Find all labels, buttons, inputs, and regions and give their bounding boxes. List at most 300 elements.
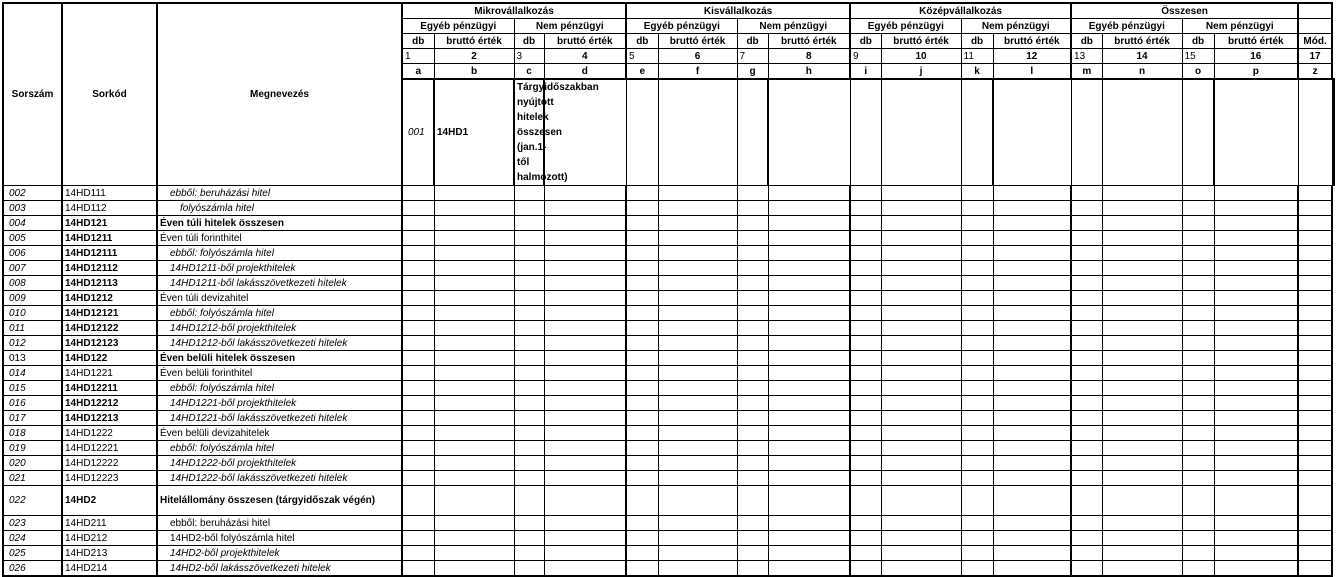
data-cell[interactable]	[1071, 486, 1102, 516]
data-cell[interactable]	[658, 381, 737, 396]
data-cell[interactable]	[544, 561, 626, 577]
data-cell[interactable]	[1214, 246, 1298, 261]
data-cell[interactable]	[402, 231, 434, 246]
data-cell[interactable]	[1298, 186, 1332, 201]
data-cell[interactable]	[1214, 546, 1298, 561]
data-cell[interactable]	[402, 201, 434, 216]
data-cell[interactable]	[737, 276, 768, 291]
data-cell[interactable]	[768, 321, 850, 336]
data-cell[interactable]	[1298, 411, 1332, 426]
data-cell[interactable]	[737, 396, 768, 411]
data-cell[interactable]	[658, 79, 737, 186]
data-cell[interactable]	[402, 261, 434, 276]
data-cell[interactable]	[626, 531, 658, 546]
data-cell[interactable]	[881, 231, 961, 246]
data-cell[interactable]	[626, 546, 658, 561]
data-cell[interactable]	[626, 186, 658, 201]
data-cell[interactable]	[1102, 411, 1182, 426]
data-cell[interactable]	[881, 246, 961, 261]
data-cell[interactable]	[1182, 531, 1214, 546]
data-cell[interactable]	[544, 441, 626, 456]
data-cell[interactable]	[1071, 471, 1102, 486]
data-cell[interactable]	[1214, 531, 1298, 546]
data-cell[interactable]	[1182, 351, 1214, 366]
data-cell[interactable]	[544, 381, 626, 396]
data-cell[interactable]	[402, 246, 434, 261]
data-cell[interactable]	[1214, 426, 1298, 441]
data-cell[interactable]	[544, 216, 626, 231]
data-cell[interactable]	[658, 486, 737, 516]
data-cell[interactable]	[658, 366, 737, 381]
data-cell[interactable]	[1102, 516, 1182, 531]
data-cell[interactable]	[1071, 546, 1102, 561]
data-cell[interactable]	[850, 231, 881, 246]
data-cell[interactable]	[850, 441, 881, 456]
data-cell[interactable]	[402, 426, 434, 441]
data-cell[interactable]	[1298, 216, 1332, 231]
data-cell[interactable]	[1102, 366, 1182, 381]
data-cell[interactable]	[544, 426, 626, 441]
data-cell[interactable]	[850, 516, 881, 531]
data-cell[interactable]	[1071, 561, 1102, 577]
data-cell[interactable]	[768, 561, 850, 577]
data-cell[interactable]	[1182, 411, 1214, 426]
data-cell[interactable]	[434, 531, 514, 546]
data-cell[interactable]	[993, 231, 1071, 246]
data-cell[interactable]	[737, 291, 768, 306]
data-cell[interactable]	[1071, 456, 1102, 471]
data-cell[interactable]	[402, 411, 434, 426]
data-cell[interactable]	[626, 276, 658, 291]
data-cell[interactable]	[1071, 336, 1102, 351]
data-cell[interactable]	[514, 381, 544, 396]
data-cell[interactable]	[961, 456, 993, 471]
data-cell[interactable]	[737, 411, 768, 426]
data-cell[interactable]	[881, 201, 961, 216]
data-cell[interactable]	[850, 561, 881, 577]
data-cell[interactable]	[544, 516, 626, 531]
data-cell[interactable]	[402, 456, 434, 471]
data-cell[interactable]	[1298, 486, 1332, 516]
data-cell[interactable]	[626, 426, 658, 441]
data-cell[interactable]	[514, 336, 544, 351]
data-cell[interactable]	[768, 411, 850, 426]
data-cell[interactable]	[434, 516, 514, 531]
data-cell[interactable]	[850, 471, 881, 486]
data-cell[interactable]	[737, 231, 768, 246]
data-cell[interactable]	[1102, 291, 1182, 306]
data-cell[interactable]	[961, 261, 993, 276]
data-cell[interactable]	[1298, 396, 1332, 411]
data-cell[interactable]	[544, 276, 626, 291]
data-cell[interactable]	[850, 79, 881, 186]
data-cell[interactable]	[1071, 441, 1102, 456]
data-cell[interactable]	[850, 306, 881, 321]
data-cell[interactable]	[768, 456, 850, 471]
data-cell[interactable]	[1071, 396, 1102, 411]
data-cell[interactable]	[737, 351, 768, 366]
data-cell[interactable]	[514, 396, 544, 411]
data-cell[interactable]	[1071, 291, 1102, 306]
data-cell[interactable]	[626, 231, 658, 246]
data-cell[interactable]	[993, 186, 1071, 201]
data-cell[interactable]	[514, 411, 544, 426]
data-cell[interactable]	[850, 351, 881, 366]
data-cell[interactable]	[1182, 546, 1214, 561]
data-cell[interactable]	[768, 231, 850, 246]
data-cell[interactable]	[1102, 321, 1182, 336]
data-cell[interactable]	[1214, 276, 1298, 291]
data-cell[interactable]	[1102, 351, 1182, 366]
data-cell[interactable]	[737, 471, 768, 486]
data-cell[interactable]	[881, 351, 961, 366]
data-cell[interactable]	[544, 366, 626, 381]
data-cell[interactable]	[737, 261, 768, 276]
data-cell[interactable]	[961, 531, 993, 546]
data-cell[interactable]	[850, 261, 881, 276]
data-cell[interactable]	[514, 246, 544, 261]
data-cell[interactable]	[1102, 396, 1182, 411]
data-cell[interactable]	[626, 516, 658, 531]
data-cell[interactable]	[514, 351, 544, 366]
data-cell[interactable]	[881, 216, 961, 231]
data-cell[interactable]	[658, 531, 737, 546]
data-cell[interactable]	[1214, 396, 1298, 411]
data-cell[interactable]	[1071, 516, 1102, 531]
data-cell[interactable]	[850, 381, 881, 396]
data-cell[interactable]	[850, 411, 881, 426]
data-cell[interactable]	[514, 456, 544, 471]
data-cell[interactable]	[658, 396, 737, 411]
data-cell[interactable]	[961, 306, 993, 321]
data-cell[interactable]	[544, 486, 626, 516]
data-cell[interactable]	[514, 441, 544, 456]
data-cell[interactable]	[1102, 486, 1182, 516]
data-cell[interactable]	[1182, 276, 1214, 291]
data-cell[interactable]	[434, 186, 514, 201]
data-cell[interactable]	[768, 216, 850, 231]
data-cell[interactable]	[544, 546, 626, 561]
data-cell[interactable]	[961, 291, 993, 306]
data-cell[interactable]	[434, 231, 514, 246]
data-cell[interactable]	[881, 471, 961, 486]
data-cell[interactable]	[1182, 456, 1214, 471]
data-cell[interactable]	[514, 261, 544, 276]
data-cell[interactable]	[514, 471, 544, 486]
data-cell[interactable]	[850, 531, 881, 546]
data-cell[interactable]	[1214, 79, 1298, 186]
data-cell[interactable]	[434, 411, 514, 426]
data-cell[interactable]	[1071, 261, 1102, 276]
data-cell[interactable]	[626, 456, 658, 471]
data-cell[interactable]	[1102, 276, 1182, 291]
data-cell[interactable]	[514, 366, 544, 381]
data-cell[interactable]	[1298, 381, 1332, 396]
data-cell[interactable]	[1298, 246, 1332, 261]
data-cell[interactable]	[658, 231, 737, 246]
data-cell[interactable]	[993, 381, 1071, 396]
data-cell[interactable]	[1298, 321, 1332, 336]
data-cell[interactable]	[434, 351, 514, 366]
data-cell[interactable]	[993, 486, 1071, 516]
data-cell[interactable]	[1102, 441, 1182, 456]
data-cell[interactable]	[881, 366, 961, 381]
data-cell[interactable]	[402, 291, 434, 306]
data-cell[interactable]	[993, 246, 1071, 261]
data-cell[interactable]	[1182, 291, 1214, 306]
data-cell[interactable]	[961, 216, 993, 231]
data-cell[interactable]	[850, 321, 881, 336]
data-cell[interactable]	[737, 381, 768, 396]
data-cell[interactable]	[881, 276, 961, 291]
data-cell[interactable]	[993, 471, 1071, 486]
data-cell[interactable]	[514, 201, 544, 216]
data-cell[interactable]	[434, 546, 514, 561]
data-cell[interactable]	[768, 201, 850, 216]
data-cell[interactable]	[993, 321, 1071, 336]
data-cell[interactable]	[737, 366, 768, 381]
data-cell[interactable]	[626, 321, 658, 336]
data-cell[interactable]	[881, 79, 961, 186]
data-cell[interactable]	[402, 186, 434, 201]
data-cell[interactable]	[402, 276, 434, 291]
data-cell[interactable]	[850, 336, 881, 351]
data-cell[interactable]	[1102, 471, 1182, 486]
data-cell[interactable]	[544, 321, 626, 336]
data-cell[interactable]	[658, 306, 737, 321]
data-cell[interactable]	[1102, 231, 1182, 246]
data-cell[interactable]	[737, 321, 768, 336]
data-cell[interactable]	[544, 231, 626, 246]
data-cell[interactable]	[1182, 561, 1214, 577]
data-cell[interactable]	[850, 201, 881, 216]
data-cell[interactable]	[850, 426, 881, 441]
data-cell[interactable]	[1182, 186, 1214, 201]
data-cell[interactable]	[434, 216, 514, 231]
data-cell[interactable]	[850, 486, 881, 516]
data-cell[interactable]	[514, 216, 544, 231]
data-cell[interactable]	[434, 381, 514, 396]
data-cell[interactable]	[658, 246, 737, 261]
data-cell[interactable]	[658, 276, 737, 291]
data-cell[interactable]	[1182, 246, 1214, 261]
data-cell[interactable]	[993, 411, 1071, 426]
data-cell[interactable]	[768, 366, 850, 381]
data-cell[interactable]	[993, 276, 1071, 291]
data-cell[interactable]	[1071, 201, 1102, 216]
data-cell[interactable]	[768, 351, 850, 366]
data-cell[interactable]	[434, 471, 514, 486]
data-cell[interactable]	[626, 441, 658, 456]
data-cell[interactable]	[768, 486, 850, 516]
data-cell[interactable]	[881, 306, 961, 321]
data-cell[interactable]	[1071, 246, 1102, 261]
data-cell[interactable]	[768, 336, 850, 351]
data-cell[interactable]	[1102, 261, 1182, 276]
data-cell[interactable]	[1182, 201, 1214, 216]
data-cell[interactable]	[544, 471, 626, 486]
data-cell[interactable]	[1298, 231, 1332, 246]
data-cell[interactable]	[1071, 381, 1102, 396]
data-cell[interactable]	[626, 351, 658, 366]
data-cell[interactable]	[658, 561, 737, 577]
data-cell[interactable]	[658, 336, 737, 351]
data-cell[interactable]	[514, 231, 544, 246]
data-cell[interactable]	[1102, 201, 1182, 216]
data-cell[interactable]	[402, 366, 434, 381]
data-cell[interactable]	[881, 186, 961, 201]
data-cell[interactable]	[768, 546, 850, 561]
data-cell[interactable]	[626, 306, 658, 321]
data-cell[interactable]	[434, 336, 514, 351]
data-cell[interactable]	[626, 336, 658, 351]
data-cell[interactable]	[1182, 231, 1214, 246]
data-cell[interactable]	[658, 471, 737, 486]
data-cell[interactable]	[434, 276, 514, 291]
data-cell[interactable]	[737, 546, 768, 561]
data-cell[interactable]	[737, 79, 768, 186]
data-cell[interactable]	[993, 261, 1071, 276]
data-cell[interactable]	[1182, 366, 1214, 381]
data-cell[interactable]	[850, 246, 881, 261]
data-cell[interactable]	[1214, 201, 1298, 216]
data-cell[interactable]	[402, 396, 434, 411]
data-cell[interactable]	[881, 531, 961, 546]
data-cell[interactable]	[626, 381, 658, 396]
data-cell[interactable]	[1071, 351, 1102, 366]
data-cell[interactable]	[544, 411, 626, 426]
data-cell[interactable]	[434, 456, 514, 471]
data-cell[interactable]	[434, 261, 514, 276]
data-cell[interactable]	[514, 426, 544, 441]
data-cell[interactable]	[737, 306, 768, 321]
data-cell[interactable]	[993, 291, 1071, 306]
data-cell[interactable]	[1102, 426, 1182, 441]
data-cell[interactable]	[1214, 456, 1298, 471]
data-cell[interactable]	[881, 561, 961, 577]
data-cell[interactable]	[434, 246, 514, 261]
data-cell[interactable]	[850, 186, 881, 201]
data-cell[interactable]	[434, 441, 514, 456]
data-cell[interactable]	[850, 396, 881, 411]
data-cell[interactable]	[1102, 336, 1182, 351]
data-cell[interactable]	[1214, 261, 1298, 276]
data-cell[interactable]	[961, 426, 993, 441]
data-cell[interactable]	[1298, 456, 1332, 471]
data-cell[interactable]	[1182, 381, 1214, 396]
data-cell[interactable]	[1102, 186, 1182, 201]
data-cell[interactable]	[544, 246, 626, 261]
data-cell[interactable]	[881, 516, 961, 531]
data-cell[interactable]	[961, 246, 993, 261]
data-cell[interactable]	[402, 381, 434, 396]
data-cell[interactable]	[626, 79, 658, 186]
data-cell[interactable]	[1182, 216, 1214, 231]
data-cell[interactable]	[737, 336, 768, 351]
data-cell[interactable]	[658, 516, 737, 531]
data-cell[interactable]	[1214, 411, 1298, 426]
data-cell[interactable]	[1071, 426, 1102, 441]
data-cell[interactable]	[1214, 321, 1298, 336]
data-cell[interactable]	[881, 441, 961, 456]
data-cell[interactable]	[1071, 306, 1102, 321]
data-cell[interactable]	[1214, 336, 1298, 351]
data-cell[interactable]	[1182, 516, 1214, 531]
data-cell[interactable]	[993, 546, 1071, 561]
data-cell[interactable]	[1102, 456, 1182, 471]
data-cell[interactable]	[514, 321, 544, 336]
data-cell[interactable]	[768, 471, 850, 486]
data-cell[interactable]	[1182, 471, 1214, 486]
data-cell[interactable]	[881, 291, 961, 306]
data-cell[interactable]	[961, 186, 993, 201]
data-cell[interactable]	[737, 441, 768, 456]
data-cell[interactable]	[850, 291, 881, 306]
data-cell[interactable]	[993, 516, 1071, 531]
data-cell[interactable]	[626, 291, 658, 306]
data-cell[interactable]	[961, 276, 993, 291]
data-cell[interactable]	[626, 396, 658, 411]
data-cell[interactable]	[1298, 561, 1332, 577]
data-cell[interactable]	[434, 486, 514, 516]
data-cell[interactable]	[768, 306, 850, 321]
data-cell[interactable]	[402, 471, 434, 486]
data-cell[interactable]	[961, 381, 993, 396]
data-cell[interactable]	[626, 486, 658, 516]
data-cell[interactable]	[737, 456, 768, 471]
data-cell[interactable]	[993, 79, 1071, 186]
data-cell[interactable]	[544, 351, 626, 366]
data-cell[interactable]	[768, 531, 850, 546]
data-cell[interactable]	[658, 201, 737, 216]
data-cell[interactable]	[961, 321, 993, 336]
data-cell[interactable]	[514, 516, 544, 531]
data-cell[interactable]	[1071, 531, 1102, 546]
data-cell[interactable]	[850, 546, 881, 561]
data-cell[interactable]	[881, 336, 961, 351]
data-cell[interactable]	[850, 456, 881, 471]
data-cell[interactable]	[1214, 216, 1298, 231]
data-cell[interactable]	[850, 276, 881, 291]
data-cell[interactable]	[1071, 79, 1102, 186]
data-cell[interactable]	[881, 456, 961, 471]
data-cell[interactable]	[1102, 306, 1182, 321]
data-cell[interactable]	[1214, 516, 1298, 531]
data-cell[interactable]	[881, 411, 961, 426]
data-cell[interactable]	[544, 186, 626, 201]
data-cell[interactable]	[1298, 261, 1332, 276]
data-cell[interactable]	[402, 561, 434, 577]
data-cell[interactable]	[658, 321, 737, 336]
data-cell[interactable]	[1298, 516, 1332, 531]
data-cell[interactable]	[961, 366, 993, 381]
data-cell[interactable]	[1214, 291, 1298, 306]
data-cell[interactable]	[737, 516, 768, 531]
data-cell[interactable]	[881, 381, 961, 396]
data-cell[interactable]	[881, 426, 961, 441]
data-cell[interactable]	[402, 486, 434, 516]
data-cell[interactable]	[514, 531, 544, 546]
data-cell[interactable]	[1298, 336, 1332, 351]
data-cell[interactable]	[1102, 561, 1182, 577]
data-cell[interactable]	[1182, 426, 1214, 441]
data-cell[interactable]	[658, 261, 737, 276]
data-cell[interactable]	[434, 396, 514, 411]
data-cell[interactable]	[993, 441, 1071, 456]
data-cell[interactable]	[768, 186, 850, 201]
data-cell[interactable]	[768, 516, 850, 531]
data-cell[interactable]	[737, 186, 768, 201]
